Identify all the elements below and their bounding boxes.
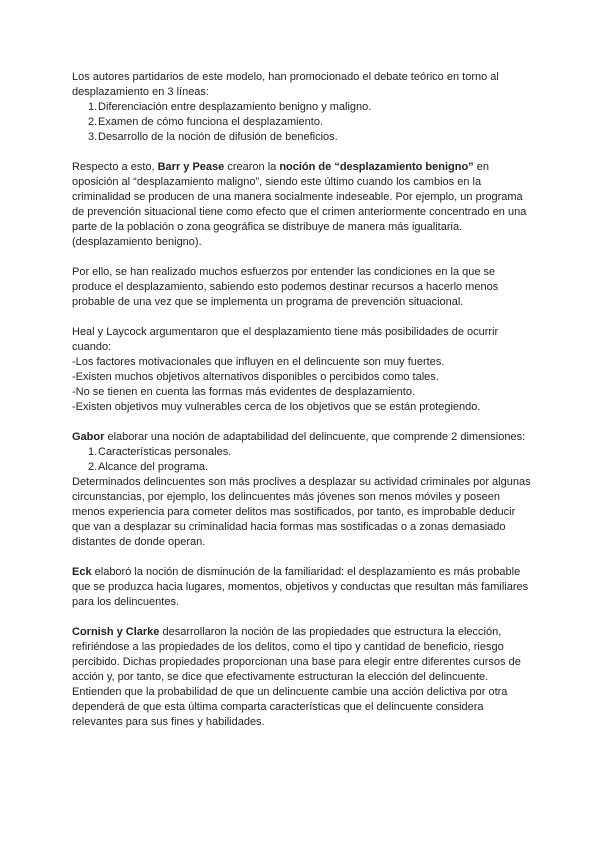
list-item: [72, 130, 532, 145]
author-name: Eck: [72, 566, 92, 578]
list-text: Alcance del programa.: [98, 461, 209, 473]
cornish-clarke-paragraph: [72, 625, 532, 730]
text-run: en oposición al “desplazamiento maligno”, siendo este último cuando los cambios en la criminalidad se producen de una manera socialmente indeseable. Por ejemplo, un programa de prevención situacional tiene como efecto que el crimen anteriormente concentrado en una parte de la población o zona geográfica se distribuye de manera más igualitaria. (desplazamiento benigno).: [72, 161, 527, 248]
list-item: [72, 460, 532, 475]
text-run: Heal y Laycock argumentaron que el desplazamiento tiene más posibilidades de ocurrir cuando:: [72, 326, 499, 353]
condition-line: -Existen objetivos muy vulnerables cerca de los objetivos que se están protegiendo.: [72, 401, 481, 413]
author-name: Barr y Pease: [157, 161, 225, 173]
author-name: Gabor: [72, 431, 105, 443]
heal-laycock-paragraph: [72, 325, 532, 415]
document-page: [72, 70, 532, 730]
intro-paragraph: Los autores partidarios de este modelo, han promocionado el debate teórico en torno al desplazamiento en 3 líneas:: [72, 71, 499, 98]
condition-line: -Existen muchos objetivos alternativos disponibles o percibidos como tales.: [72, 371, 439, 383]
condition-line: -Los factores motivacionales que influyen en el delincuente son muy fuertes.: [72, 356, 445, 368]
gabor-paragraph: [72, 430, 532, 445]
efforts-paragraph: Por ello, se han realizado muchos esfuerzos por entender las condiciones en la que se produce el desplazamiento, sabiendo esto podemos destinar recursos a hacerlo menos probable de una vez que se implementa un programa de prevención situacional.: [72, 266, 499, 308]
list-text: Características personales.: [98, 446, 232, 458]
text-run: elaborar una noción de adaptabilidad del delincuente, que comprende 2 dimensiones:: [104, 431, 526, 443]
list-number: 1.: [88, 101, 98, 113]
text-run: Respecto a esto,: [72, 161, 158, 173]
author-name: Cornish y Clarke: [72, 626, 160, 638]
list-number: 1.: [88, 446, 98, 458]
list-item: [72, 115, 532, 130]
list-number: 2.: [88, 116, 98, 128]
list-text: Desarrollo de la noción de difusión de beneficios.: [98, 131, 338, 143]
list-item: [72, 445, 532, 460]
key-term: noción de “desplazamiento benigno”: [279, 161, 474, 173]
offenders-paragraph: Determinados delincuentes son más proclives a desplazar su actividad criminales por algunas circunstancias, por ejemplo, los delincuentes más jóvenes son menos móviles y poseen menos experiencia para cometer delitos mas sostificados, por tanto, es improbable deducir que van a desplazar su criminalidad hacia formas mas sostificadas o a zonas demasiado distantes de donde operan.: [72, 476, 531, 548]
text-run: elaboró la noción de disminución de la familiaridad: el desplazamiento es más probable que se produzca hacia lugares, momentos, objetivos y conductas que resultan más familiares para los delincuentes.: [72, 566, 529, 608]
text-run: crearon la: [224, 161, 280, 173]
dimensions-list: [72, 445, 532, 475]
list-text: Diferenciación entre desplazamiento benigno y maligno.: [98, 101, 372, 113]
benign-displacement-paragraph: [72, 160, 532, 250]
lines-list: [72, 100, 532, 145]
list-number: 3.: [88, 131, 98, 143]
text-run: desarrollaron la noción de las propiedades que estructura la elección, refiriéndose a las propiedades de los delitos, como el tipo y cantidad de beneficio, riesgo percibido. Dichas propiedades proporcionan una base para elegir entre diferentes cursos de acción y, por tanto, se dice que efectivamente estructuran la elección del delincuente. Entienden que la probabilidad de que un delincuente cambie una acción delictiva por otra dependerá de que esta última comparta características que el delincuente considera relevantes para sus fines y habilidades.: [72, 626, 521, 728]
list-item: [72, 100, 532, 115]
list-number: 2.: [88, 461, 98, 473]
eck-paragraph: [72, 565, 532, 610]
list-text: Examen de cómo funciona el desplazamiento.: [98, 116, 324, 128]
condition-line: -No se tienen en cuenta las formas más evidentes de desplazamiento.: [72, 386, 416, 398]
